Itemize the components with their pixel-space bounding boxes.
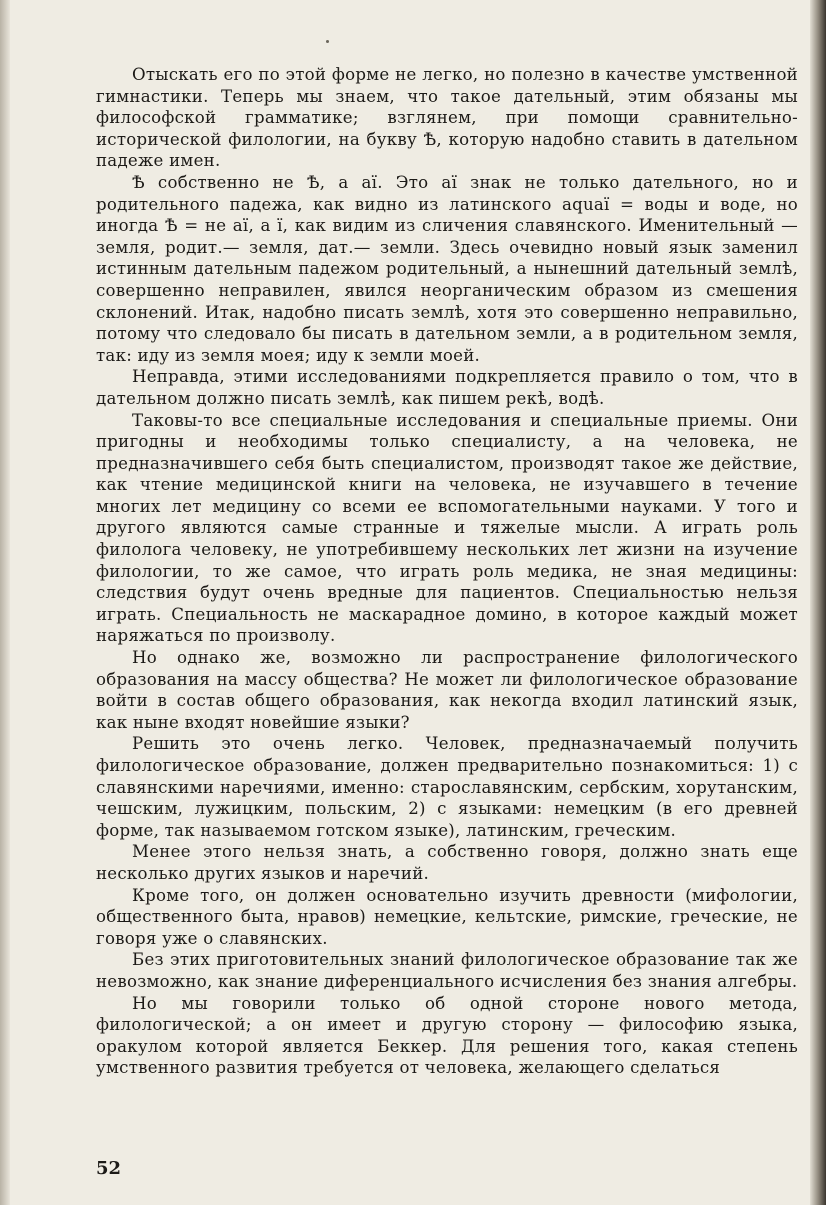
paragraph: Без этих приготовительных знаний филологическое образование так же невозможно, как знание диференциального исчисления без знания алгебры. xyxy=(96,950,798,991)
paragraph: Решить это очень легко. Человек, предназначаемый получить филологическое образование, должен предварительно познакомиться: 1) с славянскими наречиями, именно: старославянским, сербским, хорутанским, чешским, лужицким, польским, 2) с языками: немецким (в его древней форме, так называемом готском языке), латинским, греческим. xyxy=(96,734,798,840)
paragraph: Ѣ собственно не Ѣ, а aï. Это aï знак не только дательного, но и родительного падежа, как видно из латинского aquaï = воды и воде, но иногда Ѣ = не aï, а ï, как видим из сличения славянского. Именительный — земля, родит.— земля, дат.— земли. Здесь очевидно новый язык заменил истинным дательным падежом родительный, а нынешний дательный землѣ, совершенно неправилен, явился неорганическим образом из смешения склонений. Итак, надобно писать землѣ, хотя это совершенно неправильно, потому что следовало бы писать в дательном земли, а в родительном земля, так: иду из земля моея; иду к земли моей. xyxy=(96,172,798,365)
paragraph: Менее этого нельзя знать, а собственно говоря, должно знать еще несколько других языков и наречий. xyxy=(96,842,798,883)
page-number: 52 xyxy=(96,1158,122,1179)
paragraph: Таковы-то все специальные исследования и специальные приемы. Они пригодны и необходимы только специалисту, а на человека, не предназначившего себя быть специалистом, производят такое же действие, как чтение медицинской книги на человека, не изучавшего в течение многих лет медицину со всеми ее вспомогательными науками. У того и другого являются самые странные и тяжелые мысли. А играть роль филолога человеку, не употребившему нескольких лет жизни на изучение филологии, то же самое, что играть роль медика, не зная медицины: следствия будут очень вредные для пациентов. Специальностью нельзя играть. Специальность не маскарадное домино, в которое каждый может наряжаться по произволу. xyxy=(96,410,798,646)
paragraph: Неправда, этими исследованиями подкрепляется правило о том, что в дательном должно писать землѣ, как пишем рекѣ, водѣ. xyxy=(96,367,798,408)
body-text xyxy=(96,64,798,1079)
print-speck xyxy=(326,40,329,43)
paragraph: Но однако же, возможно ли распространение филологического образования на массу общества? Не может ли филологическое образование войти в состав общего образования, как некогда входил латинский язык, как ныне входят новейшие языки? xyxy=(96,648,798,732)
page-left-edge xyxy=(0,0,10,1205)
paragraph: Но мы говорили только об одной стороне нового метода, филологической; а он имеет и другую сторону — философию языка, оракулом которой является Беккер. Для решения того, какая степень умственного развития требуется от человека, желающего сделаться xyxy=(96,993,798,1078)
paragraph: Кроме того, он должен основательно изучить древности (мифологии, общественного быта, нравов) немецкие, кельтские, римские, греческие, не говоря уже о славянских. xyxy=(96,885,798,948)
page-right-edge xyxy=(810,0,826,1205)
paragraph: Отыскать его по этой форме не легко, но полезно в качестве умственной гимнастики. Теперь мы знаем, что такое дательный, этим обязаны мы философской грамматике; взглянем, при помощи сравнительно-исторической филологии, на букву Ѣ, которую надобно ставить в дательном падеже имен. xyxy=(96,65,798,171)
